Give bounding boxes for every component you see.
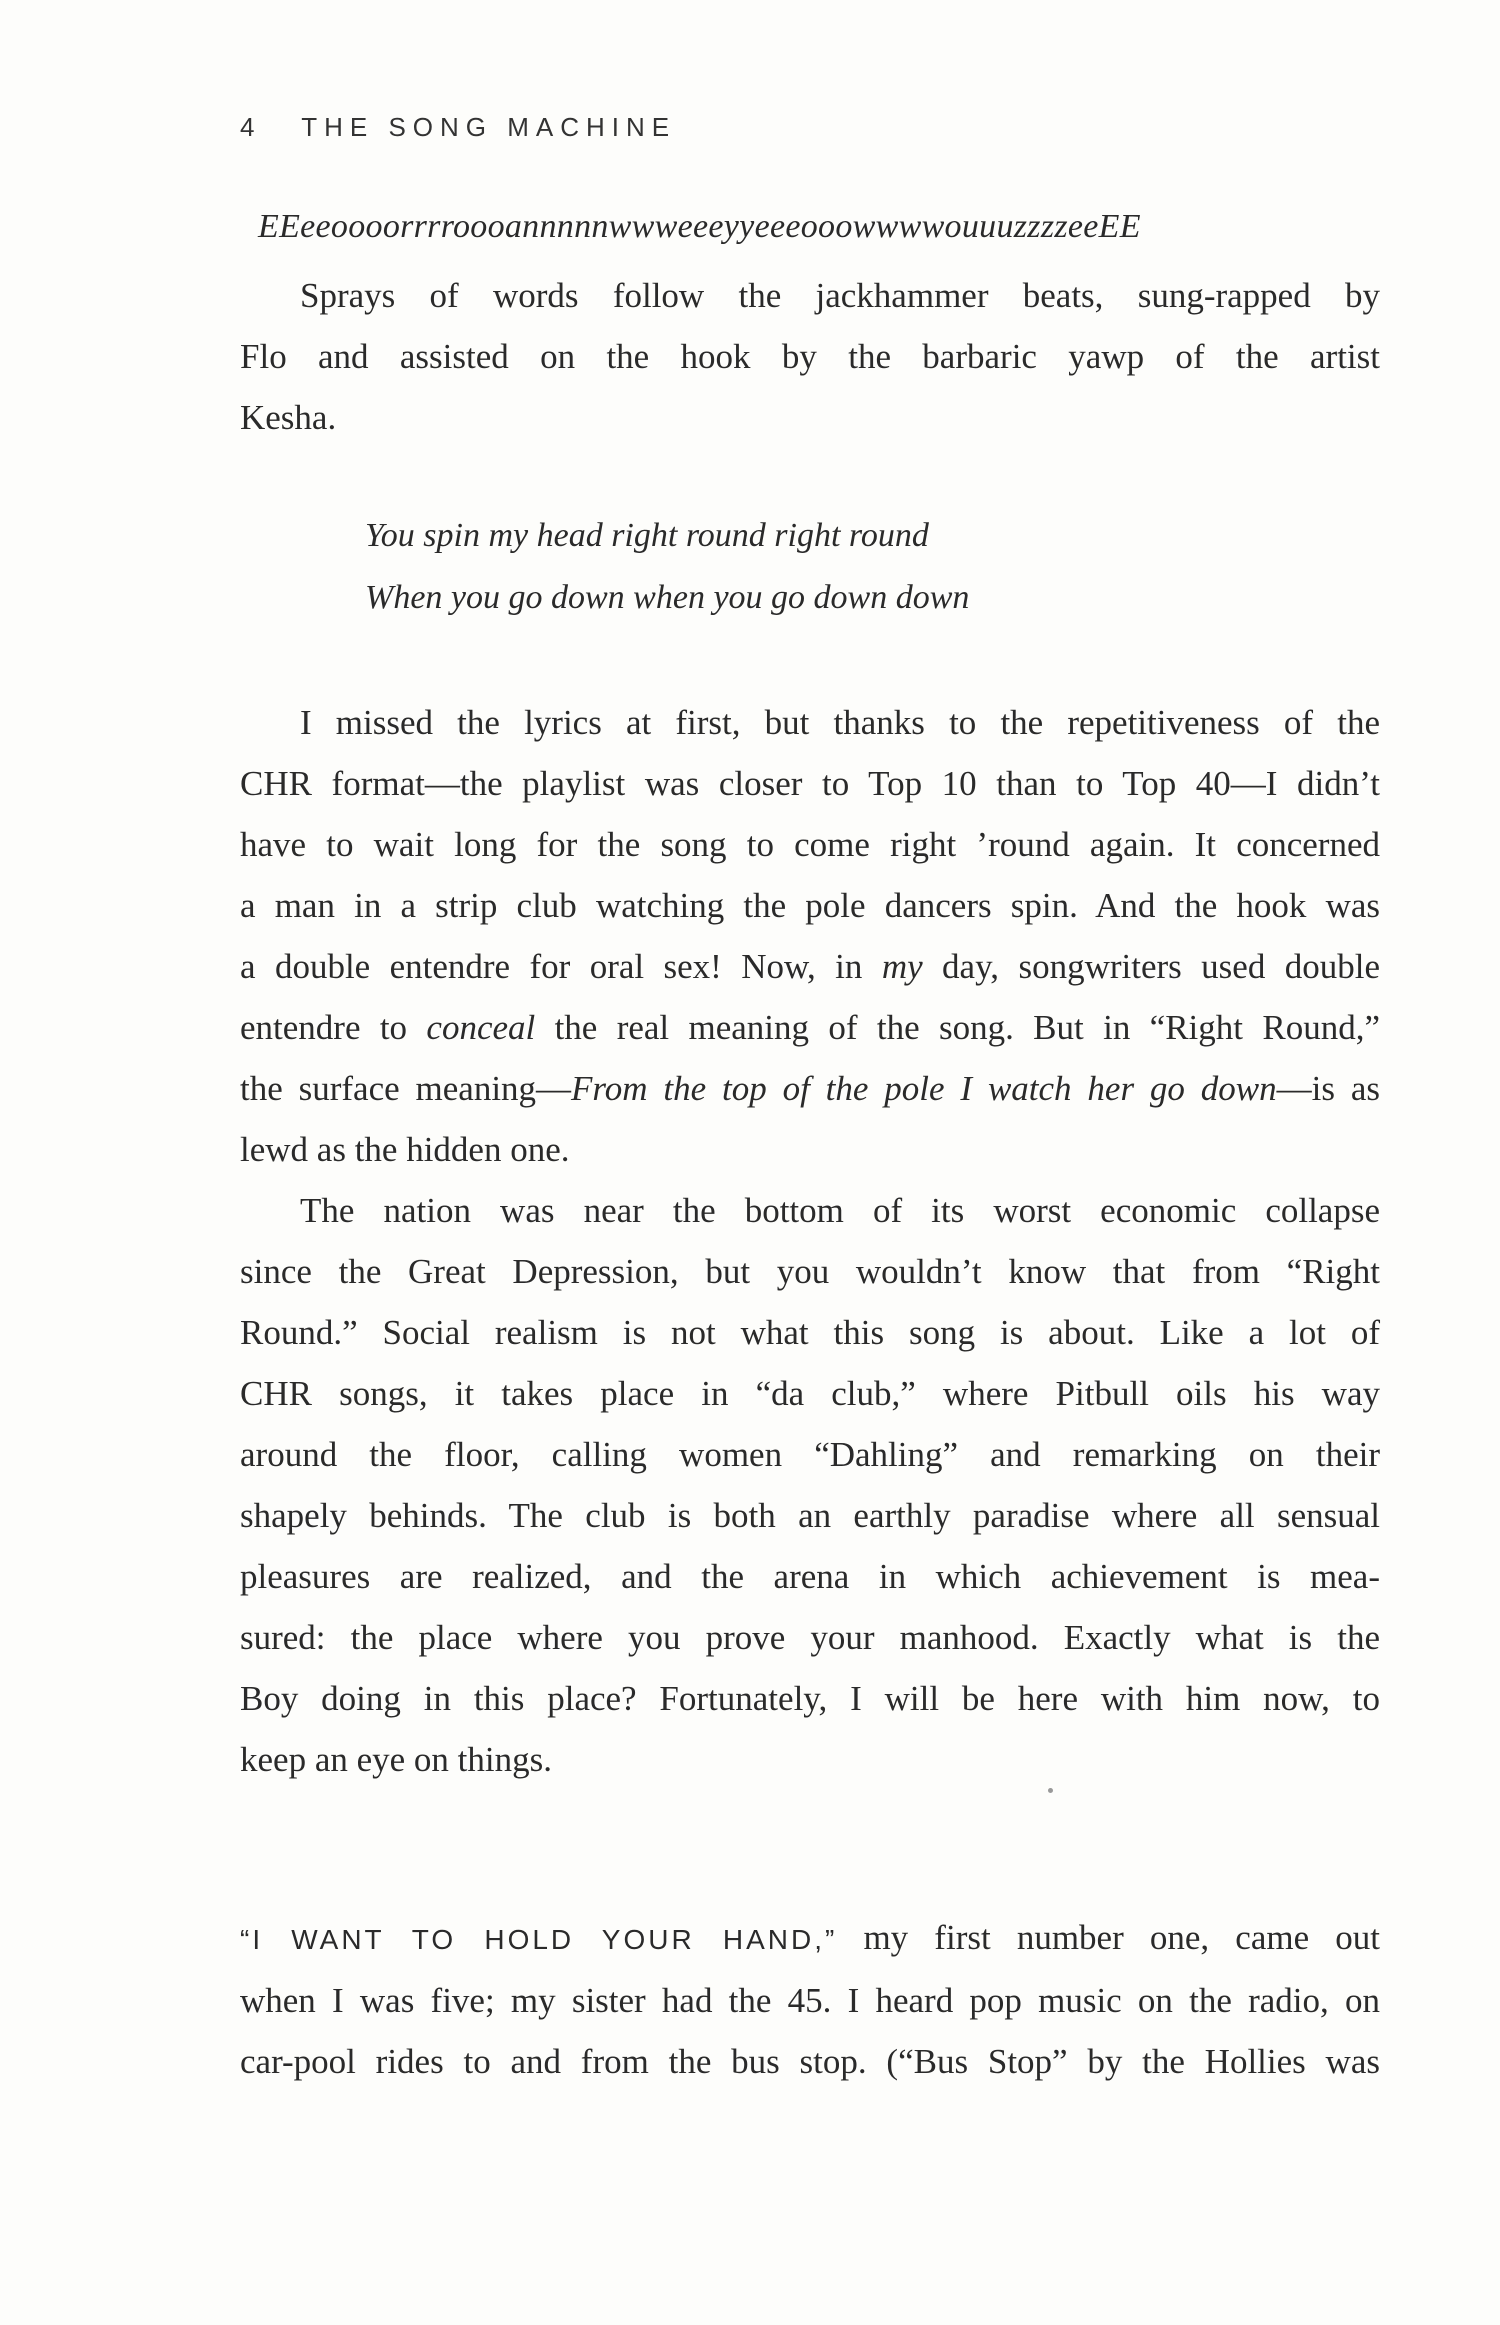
text-run: entendre to: [240, 1008, 427, 1047]
sound-line: EEeeoooorrrroooannnnnwwweeeyyeeeooowwwwouuuzzzzeeEE: [258, 208, 1141, 245]
text-run: —is as: [1276, 1069, 1381, 1108]
text-line: since the Great Depression, but you wouldn’t know that from “Right: [240, 1252, 1380, 1291]
text-run: my first number one, came out: [837, 1918, 1380, 1957]
page-body: [240, 0, 1380, 2325]
text-run: the real meaning of the song. But in “Right Round,”: [535, 1008, 1380, 1047]
paragraph-1: [240, 692, 1380, 1180]
paper-speck: [1048, 1788, 1053, 1793]
running-title: THE SONG MACHINE: [301, 112, 677, 142]
text-line: Kesha.: [240, 398, 337, 437]
text-run: a double entendre for oral sex! Now, in: [240, 947, 882, 986]
lyric-line: When you go down when you go down down: [365, 579, 970, 616]
text-line: [240, 1907, 1380, 1970]
text-line: Round.” Social realism is not what this song is about. Like a lot of: [240, 1313, 1380, 1352]
running-head: [240, 112, 676, 143]
section-lead-in: “I WANT TO HOLD YOUR HAND,”: [240, 1924, 838, 1955]
text-line: car-pool rides to and from the bus stop. (“Bus Stop” by the Hollies was: [240, 2042, 1380, 2081]
text-line: I missed the lyrics at first, but thanks to the repetitiveness of the: [300, 703, 1380, 742]
text-line: a man in a strip club watching the pole dancers spin. And the hook was: [240, 886, 1380, 925]
text-line: The nation was near the bottom of its worst economic collapse: [300, 1191, 1380, 1230]
text-line: shapely behinds. The club is both an earthly paradise where all sensual: [240, 1496, 1380, 1535]
text-line: pleasures are realized, and the arena in which achievement is mea-: [240, 1557, 1380, 1596]
text-line: sured: the place where you prove your manhood. Exactly what is the: [240, 1618, 1380, 1657]
text-line: when I was five; my sister had the 45. I heard pop music on the radio, on: [240, 1981, 1380, 2020]
text-line: [240, 936, 1380, 997]
text-line: CHR songs, it takes place in “da club,” where Pitbull oils his way: [240, 1374, 1380, 1413]
text-line: [240, 997, 1380, 1058]
emphasis: my: [881, 947, 923, 986]
text-line: Flo and assisted on the hook by the barbaric yawp of the artist: [240, 337, 1380, 376]
text-line: Sprays of words follow the jackhammer beats, sung-rapped by: [300, 276, 1380, 315]
text-line: keep an eye on things.: [240, 1740, 552, 1779]
lyric-line: You spin my head right round right round: [365, 517, 929, 554]
lyrics-block: [365, 505, 969, 629]
intro-paragraph: [240, 265, 1380, 448]
text-line: have to wait long for the song to come right ’round again. It concerned: [240, 825, 1380, 864]
paragraph-2: [240, 1180, 1380, 1790]
emphasis: From the top of the pole I watch her go down: [571, 1069, 1277, 1108]
text-run: the surface meaning—: [240, 1069, 572, 1108]
text-line: Boy doing in this place? Fortunately, I will be here with him now, to: [240, 1679, 1380, 1718]
section-2-paragraph: [240, 1907, 1380, 2092]
text-line: CHR format—the playlist was closer to Top 10 than to Top 40—I didn’t: [240, 764, 1380, 803]
text-line: lewd as the hidden one.: [240, 1130, 570, 1169]
text-run: day, songwriters used double: [922, 947, 1380, 986]
emphasis: conceal: [426, 1008, 536, 1047]
text-line: around the floor, calling women “Dahling” and remarking on their: [240, 1435, 1380, 1474]
text-line: [240, 1058, 1380, 1119]
page-number: 4: [240, 112, 262, 142]
